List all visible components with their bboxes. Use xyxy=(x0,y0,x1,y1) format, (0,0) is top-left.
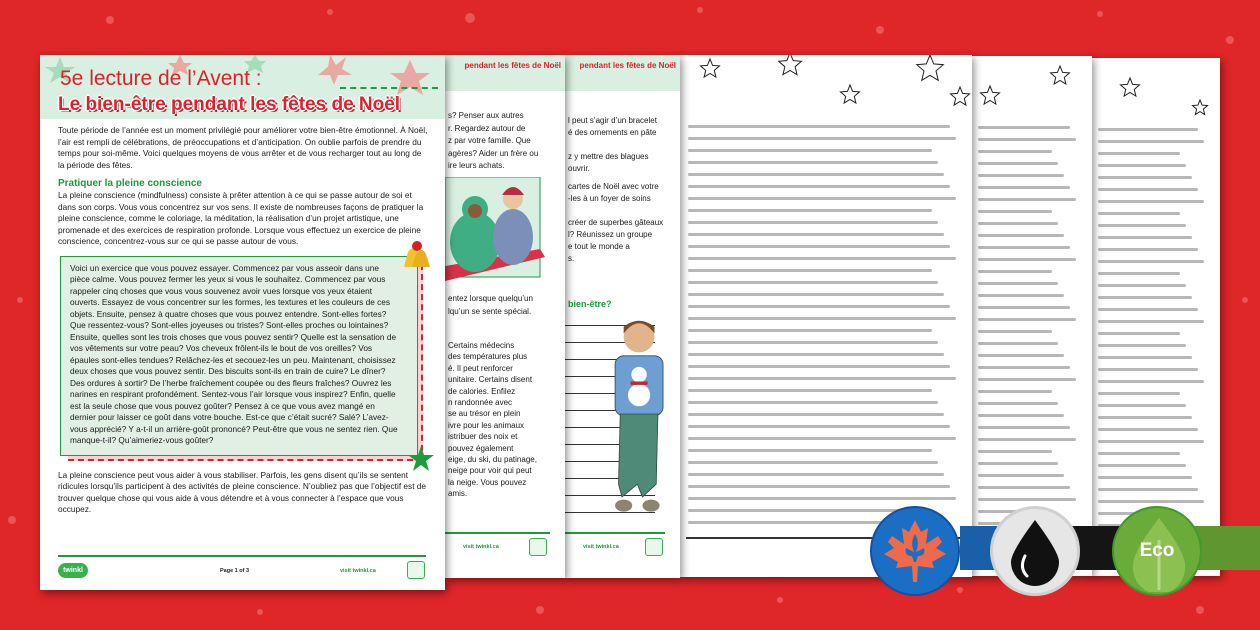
placeholder-text-line xyxy=(1098,380,1204,383)
text-line: l peut s’agir d’un bracelet xyxy=(568,116,657,125)
placeholder-text-line xyxy=(688,329,932,332)
placeholder-text-line xyxy=(978,390,1052,393)
text-line: é des ornements en pâte xyxy=(568,128,657,137)
placeholder-text-line xyxy=(688,161,938,164)
ink-drop-icon xyxy=(1005,516,1065,586)
placeholder-text-line xyxy=(688,377,956,380)
children-on-sled-illustration xyxy=(445,177,545,285)
placeholder-text-line xyxy=(978,426,1070,429)
outlined-stars-decoration xyxy=(1090,58,1220,118)
placeholder-text-line xyxy=(1098,176,1192,179)
text-block xyxy=(448,293,533,318)
placeholder-text-line xyxy=(688,209,932,212)
intro-paragraph: Toute période de l’année est un moment privilégié pour améliorer votre bien-être émotionnel. À Noël, l’air est rempli de célébrations, de préoccupations et d’anticipation. On oublie parfois de prendre du temps pour soi-même. Voici quelques moyens de vous arrêter et de vous recharger tout au long de la période des fêtes. xyxy=(58,125,428,170)
placeholder-text-line xyxy=(1098,140,1204,143)
placeholder-text-line xyxy=(688,233,944,236)
exercise-box: Voici un exercice que vous pouvez essayer. Commencez par vous asseoir dans une pièce calme. Vous pouvez fermer les yeux si vous le souhaitez. Commencez par vous rappeler cinq choses que vous vous souvenez avoir vues lorsque vos yeux étaient ouverts. Essayez de vous concentrer sur les formes, les textures et les couleurs de ces objets. Ensuite, pensez à quatre choses que vous pouvez entendre. Sont-elles fortes? Que ressentez-vous? Sont-elles joyeuses ou tristes? Sont-elles proches ou lointaines? Ensuite, quelles sont les trois choses que vous pouvez sentir? Quelle est la sensation de vos vêtements sur votre peau? Vos cheveux frôlent-ils le bout de vos oreilles? Vos épaules sont-elles tendues? Relâchez-les et secouez-les un peu. Maintenant, choisissez deux choses que vous pouvez sentir. Des biscuits sont-ils en train de cuire? Le dîner? Des ordures à sortir? De l’herbe fraîchement coupée ou des fleurs fraîches? Ouvrez les narines en respirant profondément. Sentez-vous l’air lorsque vous inspirez? Enfin, quelle est la seule chose que vous pouvez goûter? Pensez à ce que vous avez mangé en dernier pour laisser ce goût dans votre bouche. Est-ce que c’était sucré? Salé? L’avez-vous apprécié? Y a-t-il un arrière-goût prononcé? Peut-être que vous ne sentez rien. Que manque-t-il? Qu’aimeriez-vous goûter? xyxy=(60,256,418,456)
placeholder-text-line xyxy=(688,221,938,224)
placeholder-text-line xyxy=(978,462,1058,465)
section-heading: Pratiquer la pleine conscience xyxy=(58,178,202,189)
footer-badge-logo xyxy=(407,561,425,579)
text-line: -les à un foyer de soins xyxy=(568,194,651,203)
placeholder-text-line xyxy=(1098,308,1198,311)
color-page-1 xyxy=(40,55,445,590)
text-line: r. Regardez autour de xyxy=(448,123,526,133)
text-line: Certains médecins xyxy=(448,341,515,350)
bells-icon xyxy=(400,240,434,268)
color-page-2 xyxy=(445,55,565,578)
placeholder-text-line xyxy=(688,473,944,476)
text-line: ire leurs achats. xyxy=(448,161,505,170)
star-outline-icon xyxy=(779,55,802,75)
twinkl-logo: twinkl xyxy=(58,563,88,578)
canada-quebec-badge xyxy=(870,506,960,596)
text-line: des températures plus xyxy=(448,352,528,362)
text-line: pouvez également xyxy=(448,443,514,453)
placeholder-text-line xyxy=(1098,212,1180,215)
text-line: créer de superbes gâteaux xyxy=(568,218,664,227)
placeholder-text-line xyxy=(978,402,1058,405)
text-line: l? Réunissez un groupe xyxy=(568,230,653,239)
maple-leaf-fleur-de-lis-icon xyxy=(880,516,950,586)
placeholder-text-line xyxy=(1098,296,1192,299)
placeholder-text-line xyxy=(688,317,956,320)
text-line: z y mettre des blagues xyxy=(568,152,649,161)
placeholder-text-line xyxy=(688,389,932,392)
placeholder-text-line xyxy=(978,174,1064,177)
placeholder-text-line xyxy=(1098,464,1186,467)
placeholder-text-line xyxy=(978,282,1058,285)
star-outline-icon xyxy=(1121,78,1140,96)
bw-page-3 xyxy=(1090,58,1220,576)
footer-badge-logo xyxy=(645,538,663,556)
star-outline-icon xyxy=(981,86,1000,104)
placeholder-text-line xyxy=(978,378,1076,381)
dashed-divider xyxy=(340,87,438,89)
placeholder-text-line xyxy=(1098,260,1204,263)
placeholder-text-line xyxy=(978,318,1076,321)
placeholder-text-line xyxy=(978,138,1076,141)
placeholder-text-line xyxy=(978,498,1076,501)
text-block xyxy=(448,110,538,173)
star-outline-icon xyxy=(841,85,860,103)
placeholder-text-line xyxy=(688,353,944,356)
text-line: unitaire. Certains disent xyxy=(448,375,533,385)
eco-badge xyxy=(1112,506,1202,596)
placeholder-text-line xyxy=(978,306,1070,309)
placeholder-text-line xyxy=(688,125,950,128)
placeholder-text-line xyxy=(688,341,938,344)
placeholder-text-line xyxy=(1098,404,1186,407)
placeholder-text-line xyxy=(1098,356,1192,359)
color-page-3 xyxy=(565,55,680,578)
section-paragraph: La pleine conscience (mindfulness) consiste à prêter attention à ce qui se passe autour de soi et dans son corps. Vous vous concentrez sur vos sens. Il existe de nombreuses façons de pratiquer la pleine conscience, comme le coloriage, la méditation, la réalisation d’un projet artistique, une promenade et des exercices de respiration profonde. Lorsque vous effectuez un exercice de pleine conscience, concentrez-vous sur ce qui se passe autour de vous. xyxy=(58,190,424,246)
text-line: s? Penser aux autres xyxy=(448,111,524,120)
placeholder-text-line xyxy=(1098,332,1180,335)
page-number: Page 1 of 3 xyxy=(220,568,250,574)
header-band xyxy=(40,55,445,119)
placeholder-text-line xyxy=(1098,224,1186,227)
placeholder-text-line xyxy=(688,137,956,140)
title-line-1: 5e lecture de l’Avent : xyxy=(60,67,262,90)
text-line: agères? Aider un frère ou xyxy=(448,148,539,158)
placeholder-text-line xyxy=(688,365,950,368)
placeholder-text-line xyxy=(1098,416,1192,419)
text-line: de calories. Enfilez xyxy=(448,386,516,396)
placeholder-text-line xyxy=(978,486,1070,489)
closing-paragraph: La pleine conscience peut vous aider à vous stabiliser. Parfois, les gens disent qu’ils se sentent ridicules lorsqu’ils participent à des activités de pleine conscience. N’oubliez pas que l’objectif est de trouver quelque chose qui vous aide à vous détendre et à vous connecter à l’espace que vous occupez. xyxy=(58,469,427,514)
header-band xyxy=(445,55,565,91)
placeholder-text-line xyxy=(978,450,1052,453)
placeholder-text-line xyxy=(688,437,956,440)
placeholder-text-line xyxy=(1098,284,1186,287)
placeholder-text-line xyxy=(688,461,938,464)
placeholder-text-line xyxy=(1098,188,1198,191)
footer-line xyxy=(445,532,550,534)
question-heading: bien-être? xyxy=(568,299,612,309)
placeholder-text-line xyxy=(978,354,1064,357)
placeholder-text-line xyxy=(978,198,1076,201)
placeholder-text-line xyxy=(1098,248,1198,251)
text-line: entez lorsque quelqu’un xyxy=(448,294,533,303)
placeholder-text-line xyxy=(978,210,1052,213)
placeholder-text-line xyxy=(1098,236,1192,239)
placeholder-text-line xyxy=(1098,476,1192,479)
footer-line xyxy=(565,532,665,534)
placeholder-text-line xyxy=(978,438,1076,441)
bw-page-1 xyxy=(680,55,972,577)
placeholder-text-line xyxy=(1098,392,1180,395)
header-band xyxy=(565,55,680,91)
placeholder-text-line xyxy=(978,246,1070,249)
star-outline-icon xyxy=(917,55,944,80)
text-line: n randonnée avec xyxy=(448,398,513,408)
placeholder-text-line xyxy=(978,162,1058,165)
placeholder-text-line xyxy=(688,305,950,308)
placeholder-text-line xyxy=(978,330,1052,333)
footer-badge-logo xyxy=(529,538,547,556)
page-body xyxy=(40,119,445,516)
text-line: é. Il peut renforcer xyxy=(448,363,513,373)
title-line-2: Le bien-être pendant les fêtes de Noël xyxy=(58,94,401,115)
placeholder-text-line xyxy=(688,425,950,428)
placeholder-text-line xyxy=(1098,344,1186,347)
star-outline-icon xyxy=(951,87,970,105)
boy-snowman-sweater-illustration xyxy=(603,313,676,527)
placeholder-text-line xyxy=(978,366,1070,369)
placeholder-text-line xyxy=(978,222,1058,225)
placeholder-text-line xyxy=(978,414,1064,417)
placeholder-text-line xyxy=(688,413,944,416)
placeholder-text-line xyxy=(688,257,956,260)
placeholder-text-line xyxy=(978,294,1064,297)
bw-page-2 xyxy=(970,56,1092,576)
placeholder-text-line xyxy=(1098,440,1204,443)
star-outline-icon xyxy=(701,59,720,77)
placeholder-text-line xyxy=(1098,200,1204,203)
placeholder-text-line xyxy=(978,474,1064,477)
star-outline-icon xyxy=(1051,66,1070,84)
placeholder-text-line xyxy=(688,497,956,500)
placeholder-text-line xyxy=(1098,452,1180,455)
text-line: amis. xyxy=(448,489,468,499)
page-header: pendant les fêtes de Noël xyxy=(464,61,561,70)
placeholder-text-line xyxy=(978,234,1064,237)
text-line: cartes de Noël avec votre xyxy=(568,182,659,191)
text-line: neige pour voir qui peut xyxy=(448,466,532,476)
placeholder-text-line xyxy=(688,197,956,200)
ink-saving-badge xyxy=(990,506,1080,596)
placeholder-text-line xyxy=(688,185,950,188)
placeholder-text-line xyxy=(1098,500,1204,503)
page-header: pendant les fêtes de Noël xyxy=(579,61,676,70)
placeholder-text-line xyxy=(1098,128,1198,131)
placeholder-text-line xyxy=(1098,164,1186,167)
placeholder-text-line xyxy=(978,150,1052,153)
placeholder-text-line xyxy=(688,293,944,296)
footer-line xyxy=(58,555,426,557)
text-line: s. xyxy=(568,254,575,263)
exercise-box-wrapper xyxy=(60,256,418,456)
placeholder-text-line xyxy=(688,149,932,152)
text-line: la neige. Vous pouvez xyxy=(448,477,527,487)
visit-link[interactable]: visit twinkl.ca xyxy=(463,544,499,550)
placeholder-text-line xyxy=(1098,152,1180,155)
placeholder-text-line xyxy=(978,258,1076,261)
star-icon xyxy=(408,446,434,472)
text-line: ouvrir. xyxy=(568,164,590,173)
placeholder-text-line xyxy=(978,126,1070,129)
placeholder-text-line xyxy=(688,449,932,452)
outlined-stars-decoration xyxy=(970,56,1092,116)
placeholder-text-line xyxy=(688,269,932,272)
visit-link[interactable]: visit twinkl.ca xyxy=(340,568,376,574)
visit-link[interactable]: visit twinkl.ca xyxy=(583,544,619,550)
placeholder-text-line xyxy=(688,401,938,404)
star-outline-icon xyxy=(1192,100,1207,115)
text-line: se au trésor en plein xyxy=(448,409,521,419)
placeholder-text-line xyxy=(1098,272,1180,275)
placeholder-text-line xyxy=(978,186,1070,189)
placeholder-text-line xyxy=(688,173,944,176)
placeholder-text-line xyxy=(978,270,1052,273)
placeholder-text-line xyxy=(1098,368,1198,371)
placeholder-text-line xyxy=(1098,428,1198,431)
placeholder-text-line xyxy=(1098,488,1198,491)
text-line: eige, du ski, du patinage, xyxy=(448,455,537,465)
text-line: ivre pour les animaux xyxy=(448,420,525,430)
placeholder-text-line xyxy=(1098,320,1204,323)
text-line: istribuer des noix et xyxy=(448,432,518,442)
placeholder-text-line xyxy=(688,485,950,488)
text-line: lqu’un se sente spécial. xyxy=(448,306,532,316)
text-line: z par votre famille. Que xyxy=(448,136,531,145)
placeholder-text-line xyxy=(688,245,950,248)
placeholder-text-line xyxy=(688,281,938,284)
text-block xyxy=(568,115,663,265)
text-block xyxy=(448,340,537,500)
placeholder-text-line xyxy=(978,342,1058,345)
eco-label: Eco xyxy=(1139,540,1175,561)
outlined-stars-decoration xyxy=(680,55,972,115)
text-line: e tout le monde a xyxy=(568,242,630,251)
